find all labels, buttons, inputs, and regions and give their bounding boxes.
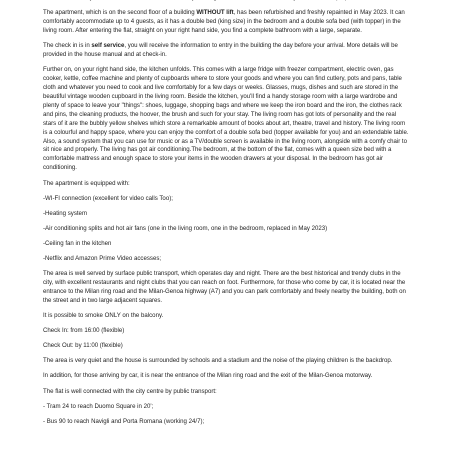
apartment-lead: The apartment, which is on the second floor of a building [43,9,197,17]
description-paragraph: Further on, on your right hand side, the kitchen unfolds. This comes with a large fridge with freezer compartment, electric oven, gas cooker, kettle, coffee machine and plenty of cupboards where to store your goods and where you can find cutlery, pots and pans, table cloth and whatever you need to cook and live comfortably for a few days or weeks. Glasses, mugs, dishes and such are stored in the beautiful vintage wooden cupboard in the living room. Beside the kitchen, you'll find a handy storage room with a large wardrobe and plenty of space to leave your "things": shoes, luggage, shopping bags and where we keep the iron board and the iron, the clothes rack and pins, the cleaning products, the hoover, the brush and such for your stay. The living room has got lots of personality and the real stars of it are the bubbly yellow shelves which store a remarkable amount of books about art, theatre, travel and history. The living room is a colourful and happy space, where you can enjoy the comfort of a double sofa bed (topper available for you) and an extendable table. Also, a sound system that you can use for music or as a TV/double screen is available in the living room, alongside with a comfy chair to sit nice and properly. The living has got air conditioning.The bedroom, at the bottom of the flat, comes with a queen size bed with a comfortable mattress and enough space to store your items in the wooden drawers at your disposal. In the bedroom has got air conditioning. [43,66,409,172]
checkin-rest: , you will receive the information to entry in the building the day before your arrival. More details will be provided in the house manual and at check-in. [43,42,398,59]
car-paragraph: In addition, for those arriving by car, it is near the entrance of the Milan ring road and the exit of the Milan-Genoa motorway. [43,372,373,380]
transport-paragraph: The area is well served by surface public transport, which operates day and night. There are the best historical and trendy clubs in the city, with excellent restaurants and night clubs that you can reach on foot. Furthermore, for those who come by car, it is located near the entrance to the Milan ring road and the Milan-Genoa highway (A7) and you can park comfortably and freely nearby the building, both on the street and in two large adjacent squares. [43,270,406,304]
quiet-area-paragraph: The area is very quiet and the house is surrounded by schools and a stadium and the noise of the playing children is the backdrop. [43,357,393,365]
equipment-item: -Ceiling fan in the kitchen [43,239,112,247]
document-body [43,0,410,433]
equipment-item: -WI-FI connection (excellent for video calls Too); [43,194,173,202]
self-service-text: self service [91,42,125,50]
route-item: - Bus 90 to reach Navigli and Porta Romana (working 24/7); [43,417,205,425]
intro-cut-paragraph [43,0,410,3]
smoke-rule: It is possible to smoke ONLY on the balcony. [43,311,164,319]
check-out-time: Check Out: by 11:00 (flexible) [43,342,123,350]
connected-heading: The flat is well connected with the city centre by public transport: [43,387,217,395]
apartment-paragraph [43,9,410,36]
equipment-item: -Heating system [43,209,88,217]
equipped-heading: The apartment is equipped with: [43,179,130,187]
without-lift-text: WITHOUT lift [196,9,234,17]
checkin-lead: The check in is in [43,42,92,50]
checkin-paragraph [43,42,410,60]
route-item: - Tram 24 to reach Duomo Square in 20'; [43,402,154,410]
equipment-item: -Netflix and Amazon Prime Video accesses; [43,254,162,262]
apartment-rest: , has been refurbished and freshly repainted in May 2023. It can comfortably accommodate up to 4 guests, as it has a double bed (king size) in the bedroom and a double sofa bed (with topper) in the living room. After entering the flat, straight on your right hand side, you find a complete bathroom with a large, separate. [43,9,405,35]
check-in-time: Check In: from 16:00 (flexible) [43,327,125,335]
equipment-item: -Air conditioning splits and hot air fans (one in the living room, one in the bedroom, replaced in May 2023) [43,224,328,232]
